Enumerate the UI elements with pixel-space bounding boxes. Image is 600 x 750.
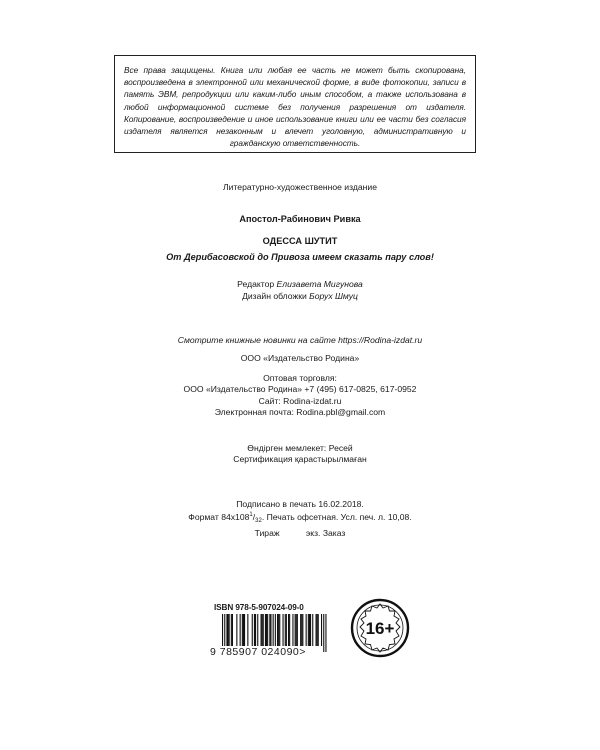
wholesale-heading: Оптовая торговля: — [263, 373, 337, 383]
author-name: Апостол-Рабинович Ривка — [239, 214, 361, 224]
barcode-bar — [312, 614, 313, 646]
age-rating-text: 16+ — [365, 619, 395, 638]
barcode-bar — [325, 614, 326, 652]
origin-country: Өндірген мемлекет: Ресей — [247, 443, 353, 453]
format-numerator: 1 — [249, 512, 253, 519]
barcode-bar — [231, 614, 232, 646]
barcode-bar — [228, 614, 229, 646]
editor-role: Редактор — [237, 279, 275, 289]
barcode-bar — [301, 614, 302, 646]
kazakh-block — [0, 443, 600, 466]
barcode-bar — [297, 614, 298, 646]
barcode-bar — [323, 614, 324, 652]
barcode-bar — [269, 614, 270, 646]
barcode-bar — [317, 614, 318, 646]
certification-note: Сертификация қарастырылмаған — [233, 454, 367, 465]
barcode-bar — [270, 614, 271, 646]
barcode-bar — [243, 614, 244, 646]
format-line: Формат $84х108^1/_{32}$. Печать офсетная. Усл. печ. л. 10,08. — [188, 512, 412, 525]
barcode-bar — [295, 614, 296, 646]
barcode-bar — [308, 614, 309, 646]
wholesale-contact: ООО «Издательство Родина» +7 (495) 617-0825, 617-0952 — [183, 384, 417, 395]
barcode-bar — [257, 614, 258, 646]
barcode-bar — [316, 614, 317, 646]
barcode-bar — [279, 614, 280, 646]
barcode-number: 9 785907 024090 — [210, 646, 300, 658]
book-title: ОДЕССА ШУТИТ — [262, 236, 338, 246]
barcode-bar — [252, 614, 253, 646]
barcode-bar — [300, 614, 301, 646]
cover-design-role: Дизайн обложки — [242, 290, 307, 301]
cover-designer-name: Борух Шмуц — [309, 290, 358, 301]
barcode-bar — [262, 614, 263, 646]
genre-line: Литературно-художественное издание — [223, 182, 377, 192]
print-details — [0, 499, 600, 539]
publisher-name: ООО «Издательство Родина» — [240, 353, 360, 363]
barcode-bar — [278, 614, 279, 646]
rights-notice-box — [114, 55, 476, 153]
cover-design-line — [0, 291, 600, 303]
isbn-label: ISBN 978-5-907024-09-0 — [214, 603, 304, 612]
barcode-bar — [285, 614, 286, 646]
wholesale-block — [0, 373, 600, 419]
editor-line — [0, 279, 600, 291]
barcode-bar — [232, 614, 233, 646]
barcode-bar — [296, 614, 297, 646]
barcode-bar — [292, 614, 293, 646]
signed-to-print: Подписано в печать 16.02.2018. — [236, 499, 364, 509]
barcode-bar — [254, 614, 255, 646]
barcode-bar — [288, 614, 289, 646]
quiet-zone-marker: > — [299, 646, 306, 658]
editor-name: Елизавета Мигунова — [276, 279, 363, 289]
format-denominator: 32 — [255, 518, 262, 525]
barcode-bar — [283, 614, 284, 646]
barcode-bar — [255, 614, 256, 646]
barcode-bar — [310, 614, 311, 646]
barcode-bar — [309, 614, 310, 646]
rights-notice-text: Все права защищены. Книга или любая ее часть не может быть скопирована, воспроизведена в электронной или механической форме, в виде фотокопии, записи в память ЭВМ, репродукции или каким-либо иным способом, а также использована в любой информационной системе без получения разрешения от издателя. Копирование, воспроизведение и иное использование книги или ее части без согласия издателя является незаконным и влечет уголовную, административную и гражданскую ответственность. — [124, 65, 466, 149]
format-suffix: . Печать офсетная. Усл. печ. л. 10,08. — [261, 512, 412, 523]
publisher-email: Электронная почта: Rodina.pbl@gmail.com — [214, 407, 386, 418]
print-run-line: Тираж экз. Заказ — [254, 527, 346, 538]
barcode-digits — [210, 646, 322, 658]
barcode-bar — [263, 614, 264, 646]
barcode-bar — [302, 614, 303, 646]
barcode-bar — [242, 614, 243, 646]
barcode-bar — [321, 614, 322, 646]
barcode-bar — [226, 614, 227, 646]
barcode-bar — [267, 614, 268, 646]
age-rating-badge — [350, 598, 410, 658]
barcode-bar — [277, 614, 278, 646]
barcode-bar — [265, 614, 266, 646]
novelties-line: Смотрите книжные новинки на сайте https://Rodina-izdat.ru — [177, 335, 423, 345]
book-subtitle: От Дерибасовской до Привоза имеем сказать пару слов! — [166, 252, 434, 262]
barcode-bar — [318, 614, 319, 646]
barcode-bar — [266, 614, 267, 646]
credits-block — [0, 279, 600, 302]
barcode-bar — [261, 614, 262, 646]
barcode-bar — [229, 614, 230, 646]
barcode-bar — [306, 614, 307, 646]
barcode-bar — [286, 614, 287, 646]
barcode-bar — [240, 614, 241, 646]
publisher-site: Сайт: Rodina-izdat.ru — [258, 395, 342, 406]
barcode-bar — [289, 614, 290, 646]
format-prefix: Формат 84х108 — [188, 512, 250, 523]
barcode-bar — [247, 614, 248, 646]
barcode-bar — [236, 614, 237, 646]
barcode-bar — [244, 614, 245, 646]
